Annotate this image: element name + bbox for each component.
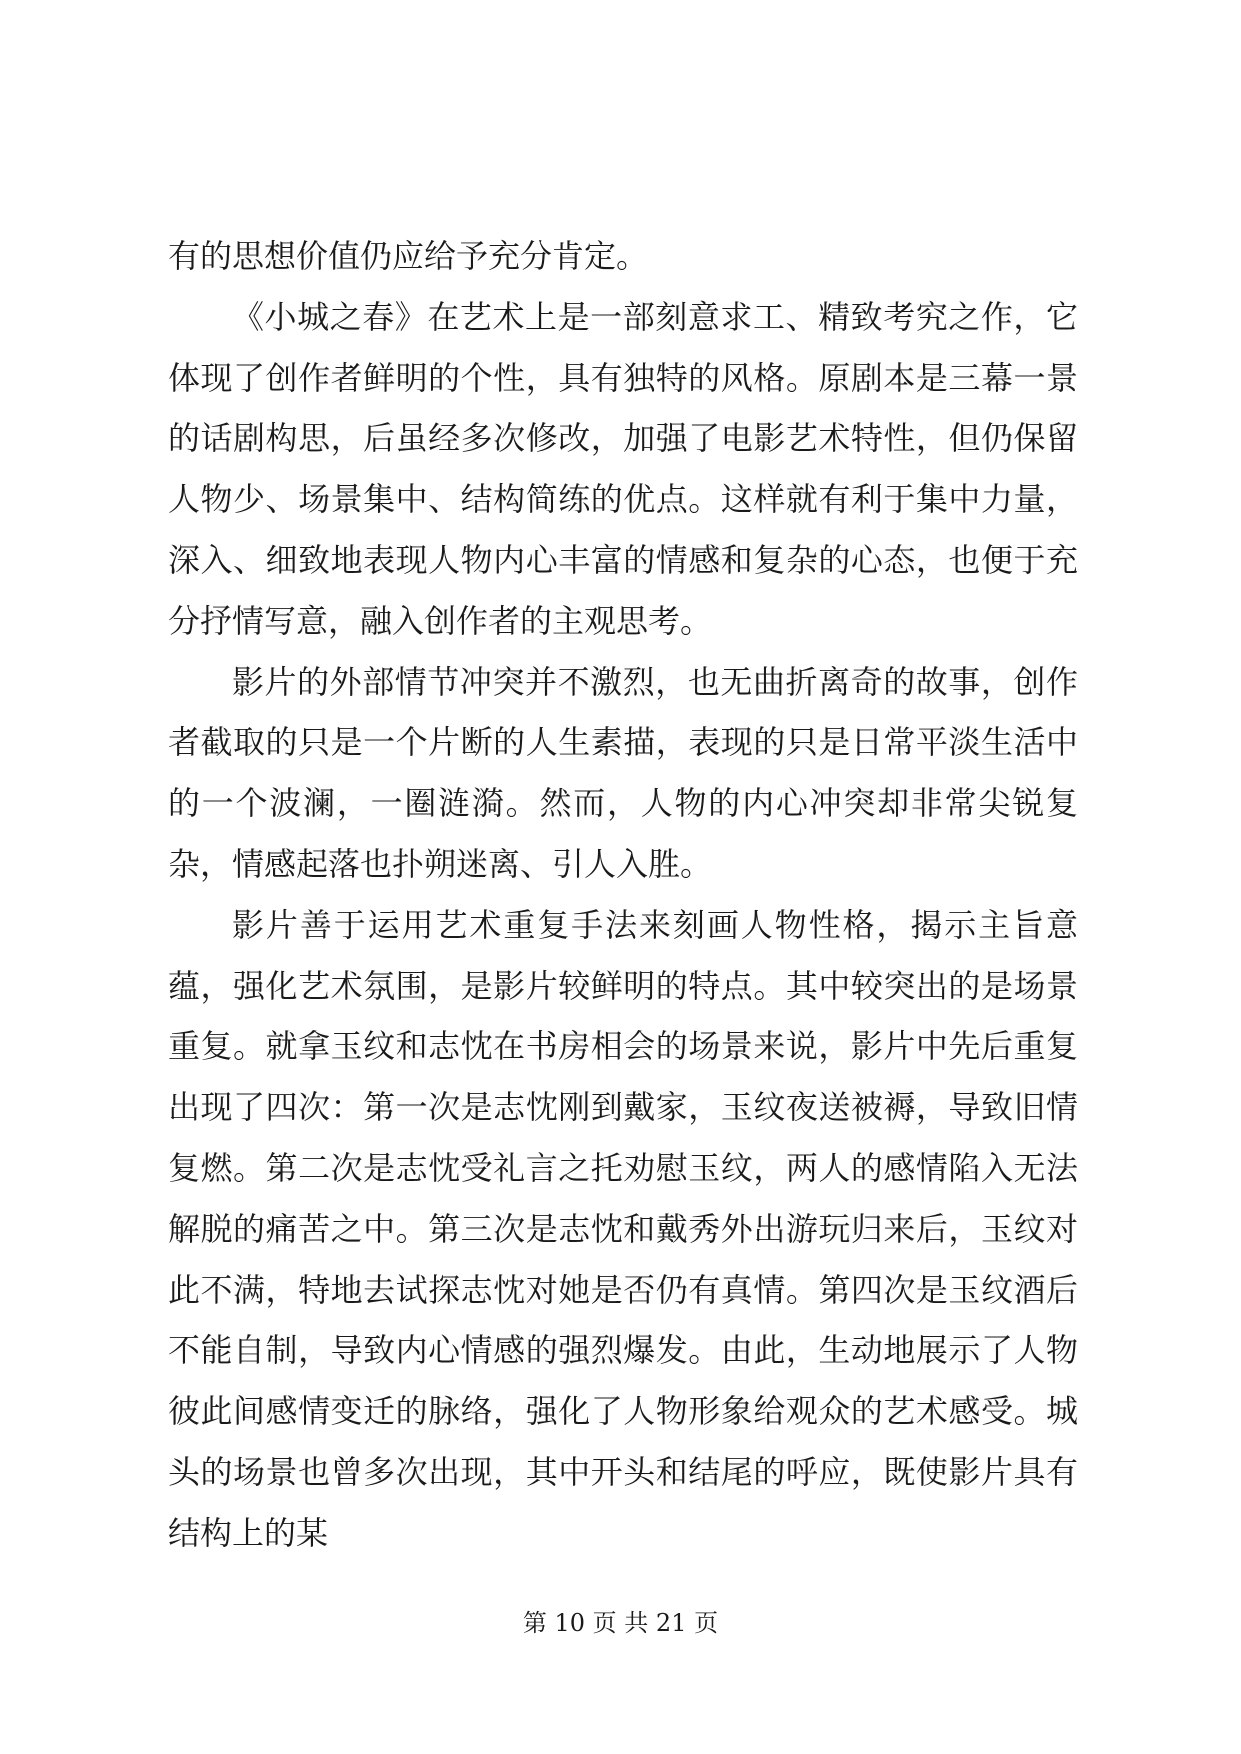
page-number-label: 第 10 页 共 21 页 [522, 1609, 719, 1637]
paragraph-3: 影片的外部情节冲突并不激烈，也无曲折离奇的故事，创作者截取的只是一个片断的人生素描，表现的只是日常平淡生活中的一个波澜，一圈涟漪。然而，人物的内心冲突却非常尖锐复杂，情感起落也扑朔迷离、引人入胜。 [168, 662, 1078, 883]
document-body [168, 226, 1078, 1564]
paragraph-1: 有的思想价值仍应给予充分肯定。 [168, 237, 649, 275]
paragraph-2: 《小城之春》在艺术上是一部刻意求工、精致考究之作，它体现了创作者鲜明的个性，具有独特的风格。原剧本是三幕一景的话剧构思，后虽经多次修改，加强了电影艺术特性，但仍保留人物少、场景集中、结构简练的优点。这样就有利于集中力量，深入、细致地表现人物内心丰富的情感和复杂的心态，也便于充分抒情写意，融入创作者的主观思考。 [168, 297, 1078, 640]
paragraph-4: 影片善于运用艺术重复手法来刻画人物性格，揭示主旨意蕴，强化艺术氛围，是影片较鲜明的特点。其中较突出的是场景重复。就拿玉纹和志忱在书房相会的场景来说，影片中先后重复出现了四次：第一次是志忱刚到戴家，玉纹夜送被褥，导致旧情复燃。第二次是志忱受礼言之托劝慰玉纹，两人的感情陷入无法解脱的痛苦之中。第三次是志忱和戴秀外出游玩归来后，玉纹对此不满，特地去试探志忱对她是否仍有真情。第四次是玉纹酒后不能自制，导致内心情感的强烈爆发。由此，生动地展示了人物彼此间感情变迁的脉络，强化了人物形象给观众的艺术感受。城头的场景也曾多次出现，其中开头和结尾的呼应，既使影片具有结构上的某 [168, 905, 1078, 1552]
page-footer [0, 1608, 1241, 1638]
